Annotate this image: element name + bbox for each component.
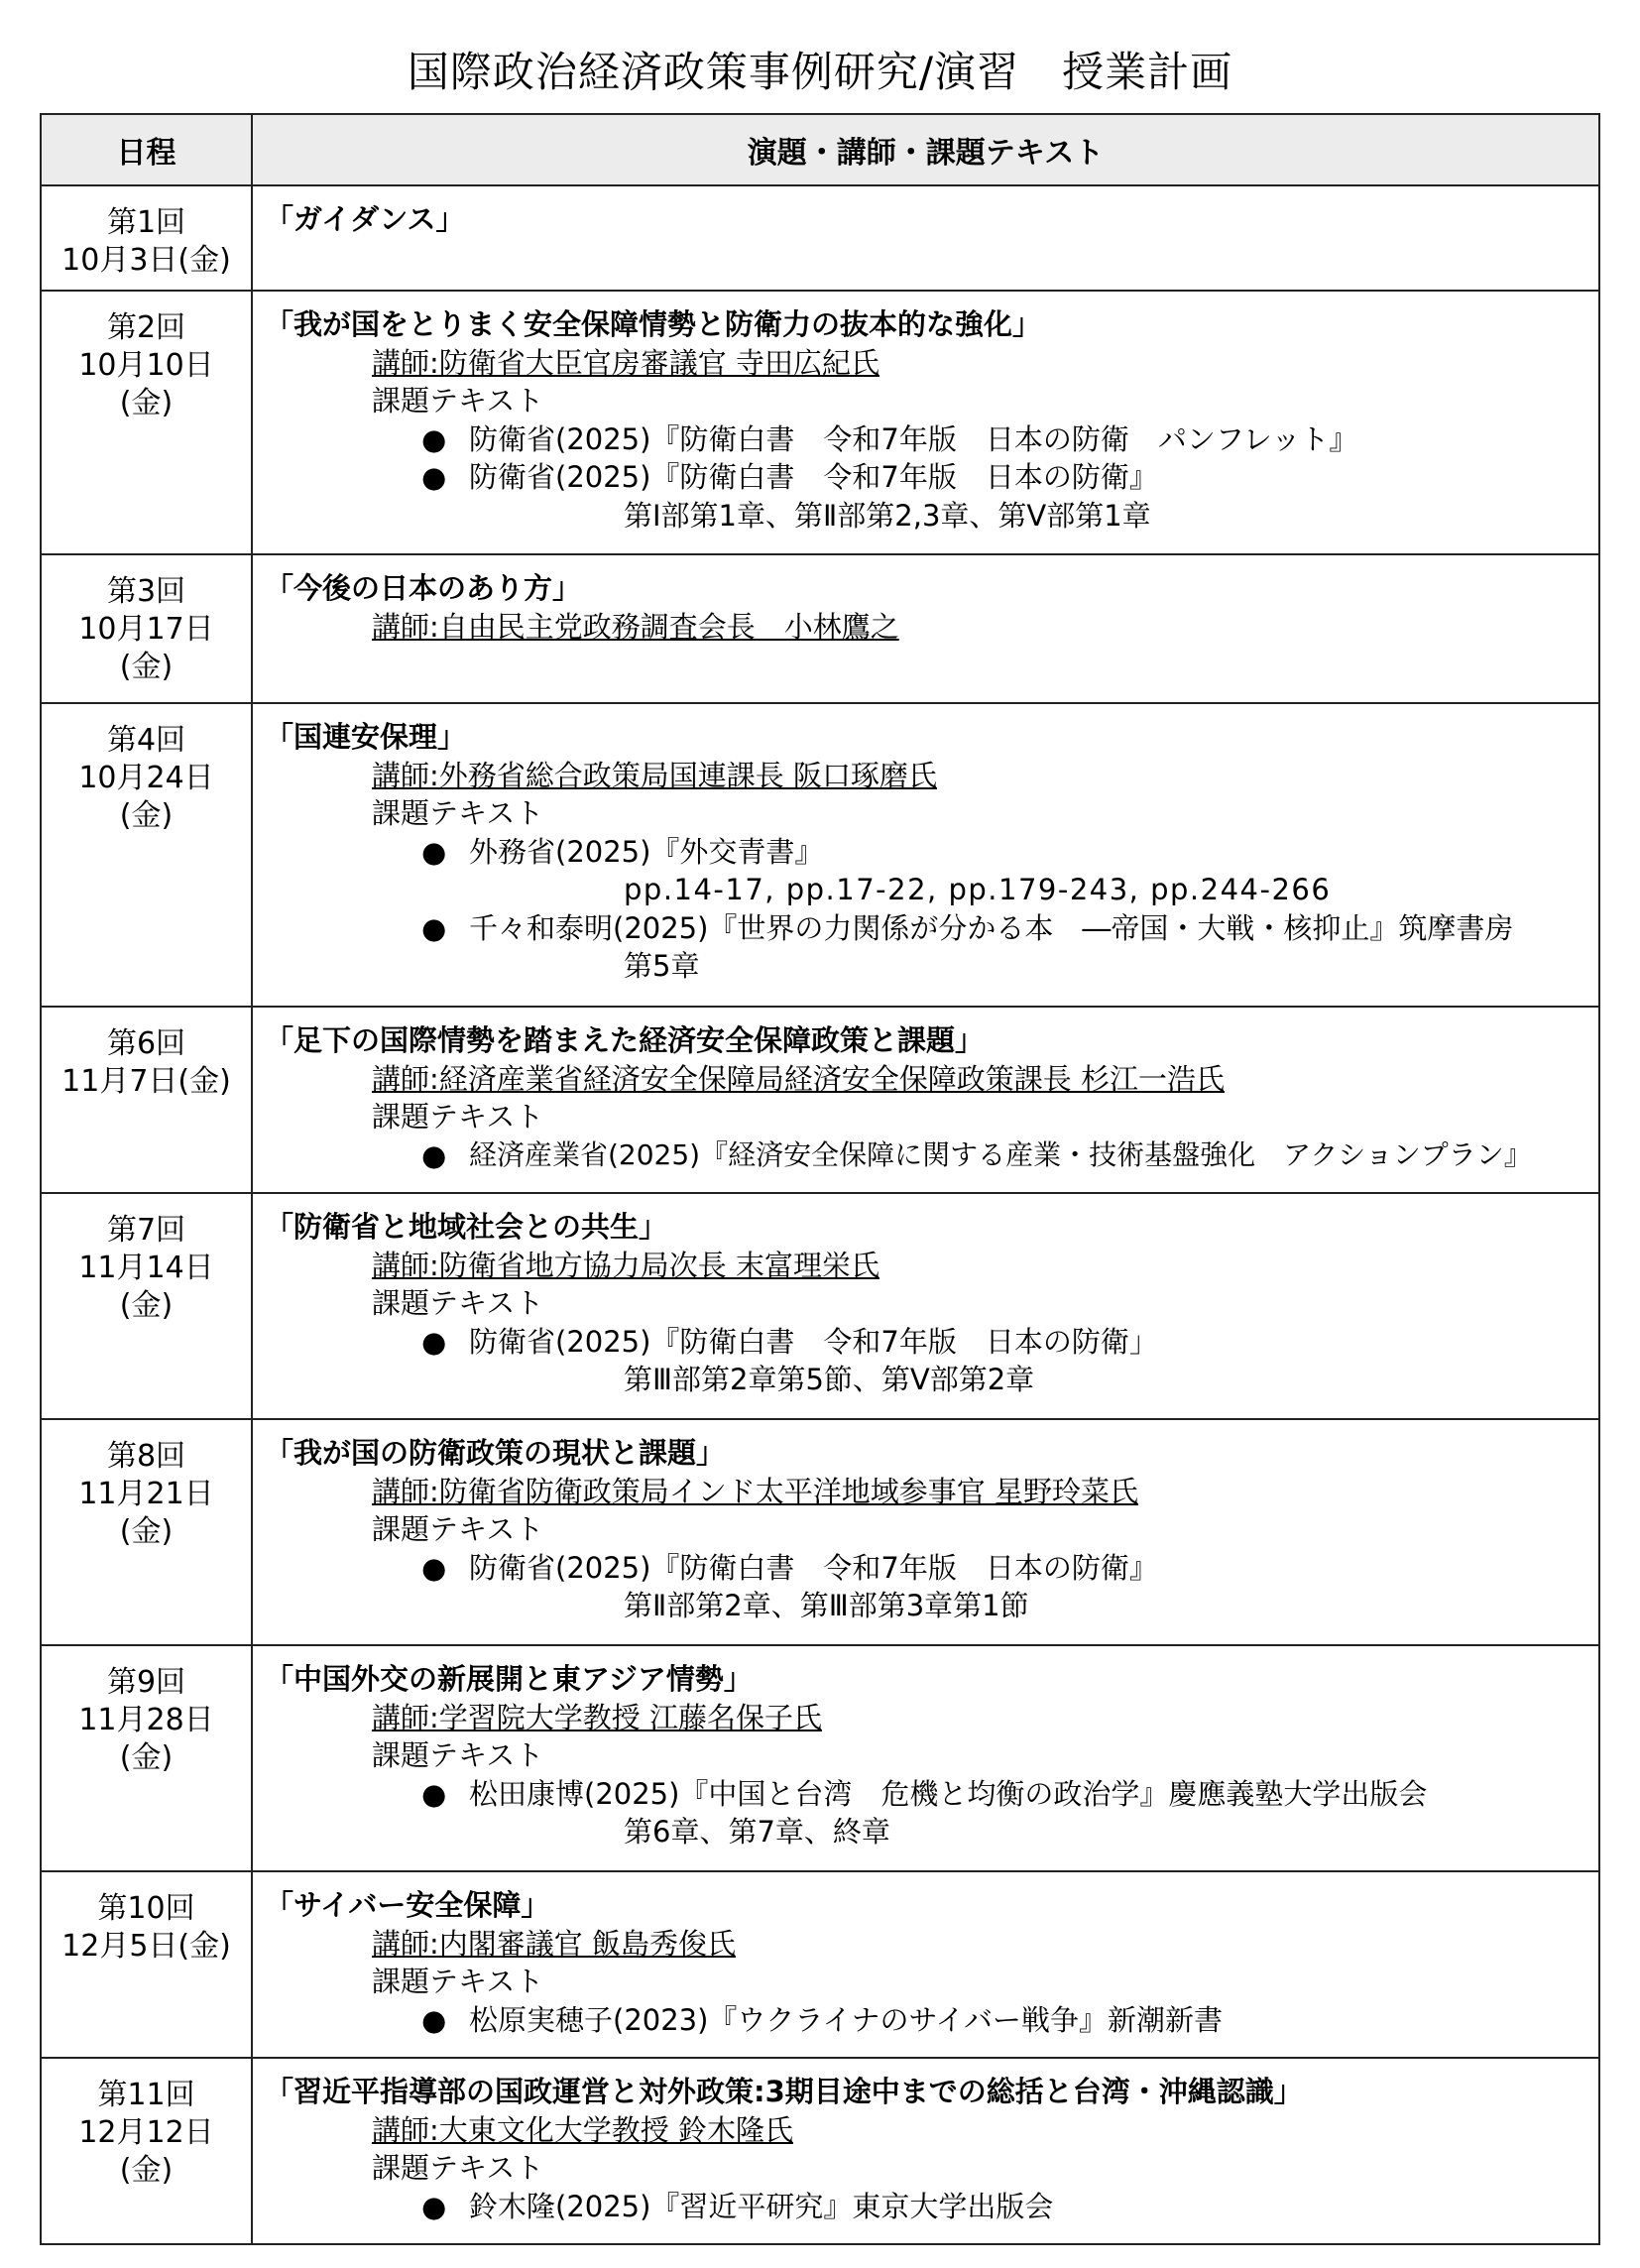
session-weekday: (金): [119, 1514, 174, 1549]
bullet-icon: ●: [421, 834, 447, 869]
bullet-icon: ●: [421, 1776, 447, 1811]
lecturer: 講師:自由民主党政務調査会長 小林鷹之: [372, 609, 899, 644]
bullet-icon: ●: [421, 910, 447, 945]
session-weekday: (金): [119, 386, 174, 420]
header-content: 演題・講師・課題テキスト: [252, 114, 1599, 185]
theme: 「中国外交の新展開と東アジア情勢」: [265, 1662, 753, 1696]
book-item: [421, 1775, 1584, 1814]
session-date: 11月7日(金): [61, 1064, 231, 1099]
book-item: [421, 1549, 1584, 1588]
session-weekday: (金): [119, 1288, 174, 1323]
book-detail: 第Ⅰ部第1章、第Ⅱ部第2,3章、第Ⅴ部第1章: [624, 498, 1151, 533]
book-title: 防衛省(2025)『防衛白書 令和7年版 日本の防衛』: [469, 1550, 1158, 1585]
bullet-icon: ●: [421, 460, 447, 494]
theme: 「今後の日本のあり方」: [265, 571, 582, 605]
book-detail: 第6章、第7章、終章: [624, 1815, 890, 1849]
book-detail: pp.14-17, pp.17-22, pp.179-243, pp.244-266: [624, 873, 1332, 906]
lecturer: 講師:外務省総合政策局国連課長 阪口琢磨氏: [372, 758, 937, 792]
table-row: [41, 554, 1599, 703]
session-number: 第11回: [97, 2078, 195, 2112]
theme: 「ガイダンス」: [265, 202, 465, 236]
session-number: 第6回: [106, 1026, 186, 1061]
date-cell: [41, 1645, 252, 1871]
content-cell: [252, 2058, 1599, 2244]
text-heading: 課題テキスト: [372, 1100, 544, 1134]
date-cell: [41, 1193, 252, 1419]
header-date: 日程: [41, 114, 252, 185]
date-cell: [41, 1871, 252, 2058]
book-item: [421, 458, 1584, 497]
session-date: 10月17日: [78, 612, 214, 647]
content-cell: [252, 185, 1599, 291]
book-item: [421, 909, 1584, 948]
text-heading: 課題テキスト: [372, 384, 544, 418]
table-row: [41, 2058, 1599, 2244]
content-cell: [252, 1645, 1599, 1871]
book-title: 防衛省(2025)『防衛白書 令和7年版 日本の防衛』: [469, 460, 1158, 494]
session-date: 10月10日: [78, 348, 214, 383]
content-cell: [252, 1007, 1599, 1193]
lecturer: 講師:学習院大学教授 江藤名保子氏: [372, 1700, 822, 1734]
content-cell: [252, 291, 1599, 554]
page-title: 国際政治経済政策事例研究/演習 授業計画: [407, 48, 1233, 96]
book-title: 防衛省(2025)『防衛白書 令和7年版 日本の防衛 パンフレット』: [469, 421, 1358, 456]
date-cell: [41, 703, 252, 1007]
session-weekday: (金): [119, 798, 174, 833]
theme: 「習近平指導部の国政運営と対外政策:3期目途中までの総括と台湾・沖縄認識」: [265, 2075, 1303, 2108]
book-title: 外務省(2025)『外交青書』: [469, 834, 824, 869]
text-heading: 課題テキスト: [372, 1286, 544, 1320]
text-heading: 課題テキスト: [372, 1965, 544, 1998]
table-row: [41, 1645, 1599, 1871]
lecturer: 講師:防衛省地方協力局次長 末富理栄氏: [372, 1248, 879, 1282]
date-cell: [41, 554, 252, 703]
session-number: 第10回: [97, 1891, 195, 1926]
book-item: [421, 2001, 1584, 2040]
book-item: [421, 1323, 1584, 1362]
book-title: 千々和泰明(2025)『世界の力関係が分かる本 ―帝国・大戦・核抑止』筑摩書房: [469, 910, 1514, 945]
date-cell: [41, 1419, 252, 1645]
book-item: [421, 833, 1584, 872]
session-date: 10月24日: [78, 761, 214, 795]
date-cell: [41, 185, 252, 291]
book-detail: 第Ⅲ部第2章第5節、第Ⅴ部第2章: [624, 1363, 1035, 1396]
table-row: [41, 291, 1599, 554]
schedule-table: [40, 113, 1600, 2245]
table-row: [41, 1419, 1599, 1645]
session-number: 第4回: [106, 723, 186, 758]
session-number: 第1回: [106, 205, 186, 240]
book-detail: 第5章: [624, 949, 700, 983]
table-row: [41, 703, 1599, 1007]
date-cell: [41, 2058, 252, 2244]
session-date: 12月5日(金): [61, 1929, 231, 1964]
session-weekday: (金): [119, 2153, 174, 2188]
lecturer: 講師:大東文化大学教授 鈴木隆氏: [372, 2112, 793, 2147]
book-item: [421, 2188, 1584, 2226]
session-number: 第7回: [106, 1213, 186, 1248]
lecturer: 講師:防衛省防衛政策局インド太平洋地域参事官 星野玲菜氏: [372, 1474, 1138, 1508]
table-row: [41, 1871, 1599, 2058]
bullet-icon: ●: [421, 421, 447, 456]
table-header-row: [41, 114, 1599, 185]
content-cell: [252, 1871, 1599, 2058]
lecturer: 講師:防衛省大臣官房審議官 寺田広紀氏: [372, 345, 879, 380]
date-cell: [41, 1007, 252, 1193]
text-heading: 課題テキスト: [372, 1738, 544, 1772]
book-title: 鈴木隆(2025)『習近平研究』東京大学出版会: [469, 2189, 1054, 2223]
content-cell: [252, 554, 1599, 703]
theme: 「我が国をとりまく安全保障情勢と防衛力の抜本的な強化」: [265, 307, 1042, 341]
text-heading: 課題テキスト: [372, 2151, 544, 2185]
content-cell: [252, 703, 1599, 1007]
lecturer: 講師:内閣審議官 飯島秀俊氏: [372, 1926, 736, 1961]
book-title: 防衛省(2025)『防衛白書 令和7年版 日本の防衛」: [469, 1324, 1158, 1359]
book-item: [421, 420, 1584, 459]
content-cell: [252, 1419, 1599, 1645]
theme: 「我が国の防衛政策の現状と課題」: [265, 1436, 726, 1470]
theme: 「国連安保理」: [265, 720, 467, 754]
session-number: 第9回: [106, 1665, 186, 1700]
theme: 「サイバー安全保障」: [265, 1888, 550, 1922]
session-date: 12月12日: [78, 2115, 214, 2150]
book-detail: 第Ⅱ部第2章、第Ⅲ部第3章第1節: [624, 1589, 1029, 1622]
book-title: 松田康博(2025)『中国と台湾 危機と均衡の政治学』慶應義塾大学出版会: [469, 1776, 1428, 1811]
date-cell: [41, 291, 252, 554]
text-heading: 課題テキスト: [372, 1512, 544, 1546]
session-date: 11月28日: [78, 1703, 214, 1737]
bullet-icon: ●: [421, 2189, 447, 2223]
session-date: 11月14日: [78, 1251, 214, 1285]
theme: 「防衛省と地域社会との共生」: [265, 1210, 668, 1244]
session-number: 第3回: [106, 574, 186, 609]
session-weekday: (金): [119, 650, 174, 684]
session-number: 第8回: [106, 1439, 186, 1474]
session-number: 第2回: [106, 310, 186, 345]
book-item: [421, 1136, 1584, 1175]
bullet-icon: ●: [421, 1550, 447, 1585]
table-row: [41, 1007, 1599, 1193]
content-cell: [252, 1193, 1599, 1419]
text-heading: 課題テキスト: [372, 796, 544, 830]
session-date: 10月3日(金): [61, 243, 231, 278]
book-title: 経済産業省(2025)『経済安全保障に関する産業・技術基盤強化 アクションプラン』: [469, 1137, 1532, 1171]
session-weekday: (金): [119, 1740, 174, 1775]
book-title: 松原実穂子(2023)『ウクライナのサイバー戦争』新潮新書: [469, 2002, 1223, 2037]
session-date: 11月21日: [78, 1477, 214, 1511]
bullet-icon: ●: [421, 2002, 447, 2037]
theme: 「足下の国際情勢を踏まえた経済安全保障政策と課題」: [265, 1023, 985, 1057]
table-row: [41, 1193, 1599, 1419]
table-row: [41, 185, 1599, 291]
lecturer: 講師:経済産業省経済安全保障局経済安全保障政策課長 杉江一浩氏: [372, 1061, 1225, 1096]
bullet-icon: ●: [421, 1324, 447, 1359]
bullet-icon: ●: [421, 1137, 447, 1172]
